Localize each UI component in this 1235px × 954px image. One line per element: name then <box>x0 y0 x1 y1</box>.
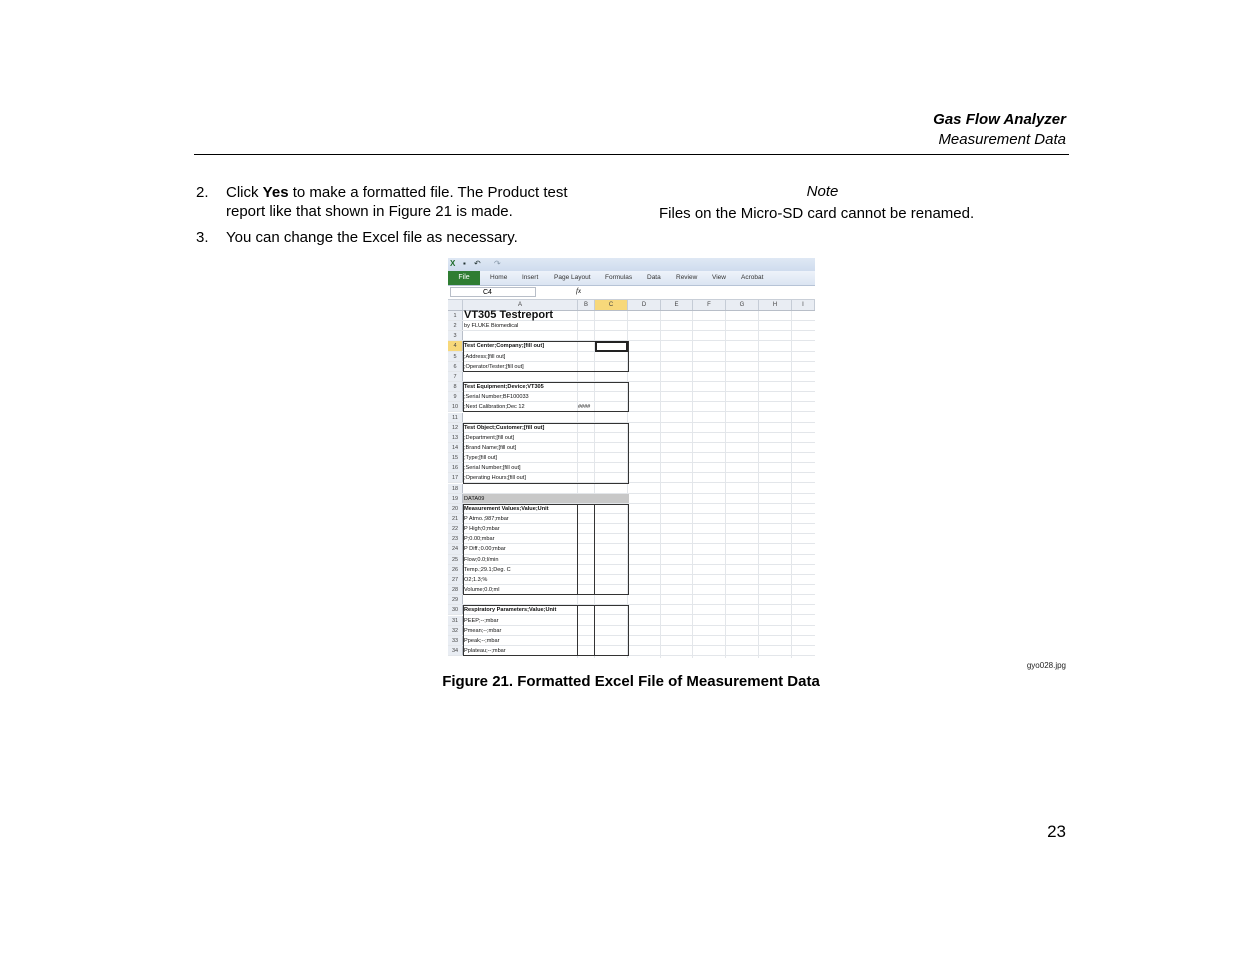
table-row <box>448 413 815 423</box>
cell-a: Measurement Values;Value;Unit <box>464 505 549 512</box>
cell-a: Temp.;29.1;Deg. C <box>464 566 511 573</box>
table-row <box>448 331 815 341</box>
tab-page-layout: Page Layout <box>554 274 591 281</box>
step-text: Click Yes to make a formatted file. The Product test report like that shown in Figure 21 is made. <box>226 184 568 220</box>
cell-a: ;Next Calibration;Dec 12 <box>464 404 525 411</box>
cell-a: P High;0;mbar <box>464 526 500 533</box>
column-header: A <box>463 300 578 310</box>
row-number: 30 <box>448 605 463 614</box>
row-number: 28 <box>448 585 463 594</box>
step-text: You can change the Excel file as necessary. <box>226 229 518 246</box>
cell-a: VT305 Testreport <box>464 309 554 321</box>
row-number: 32 <box>448 626 463 635</box>
column-header: F <box>693 300 726 310</box>
cell-a: Ppeak;--;mbar <box>464 637 500 644</box>
cell-a <box>463 484 578 493</box>
table-border <box>463 605 629 656</box>
cell-a: ;Operator/Tester;[fill out] <box>464 363 524 370</box>
undo-icon: ↶ <box>474 259 481 268</box>
column-border <box>594 504 595 595</box>
yes-emphasis: Yes <box>262 184 289 201</box>
cell-a: ;Type;[fill out] <box>464 455 497 462</box>
redo-icon: ↷ <box>494 259 501 268</box>
cell-a: ;Department;[fill out] <box>464 434 515 441</box>
cell-a <box>463 331 578 340</box>
cell-grid <box>448 311 815 658</box>
name-box: C4 <box>450 287 536 297</box>
table-border <box>463 382 629 412</box>
column-header: H <box>759 300 792 310</box>
cell-a: Volume;0.0;ml <box>464 587 500 594</box>
cell-a: ;Serial Number;[fill out] <box>464 465 521 472</box>
row-number: 6 <box>448 362 463 371</box>
tab-formulas: Formulas <box>605 274 633 281</box>
column-header: B <box>578 300 595 310</box>
cell-a: ;Brand Name;[fill out] <box>464 444 517 451</box>
select-all-corner <box>448 300 463 310</box>
column-border <box>577 605 578 656</box>
row-number: 5 <box>448 352 463 361</box>
cell-a: Test Object;Customer;[fill out] <box>464 424 545 431</box>
table-row <box>448 494 815 504</box>
note-text: Files on the Micro-SD card cannot be renamed. <box>659 205 975 222</box>
tab-file: File <box>448 271 480 285</box>
step-2 <box>196 183 596 223</box>
column-header: G <box>726 300 759 310</box>
row-number: 24 <box>448 544 463 553</box>
column-header: D <box>628 300 661 310</box>
tab-view: View <box>712 274 726 281</box>
row-number: 23 <box>448 534 463 543</box>
table-border <box>463 504 629 595</box>
step-number: 3. <box>196 229 209 246</box>
cell-a <box>463 372 578 381</box>
step-number: 2. <box>196 184 209 201</box>
row-number: 13 <box>448 433 463 442</box>
cell-a: PEEP;--;mbar <box>464 617 499 624</box>
tab-home: Home <box>490 274 508 281</box>
table-row <box>448 595 815 605</box>
cell-a: P;0.00;mbar <box>464 536 495 543</box>
row-number: 7 <box>448 372 463 381</box>
row-number: 34 <box>448 646 463 655</box>
column-header: I <box>792 300 815 310</box>
row-number: 1 <box>448 311 463 320</box>
row-number: 3 <box>448 331 463 340</box>
row-number: 9 <box>448 392 463 401</box>
fx-icon: fx <box>576 287 582 295</box>
row-number: 12 <box>448 423 463 432</box>
row-number: 19 <box>448 494 463 503</box>
cell-a <box>463 413 578 422</box>
table-row <box>448 484 815 494</box>
step-3 <box>196 228 596 248</box>
column-header: E <box>661 300 693 310</box>
quick-access-toolbar <box>448 258 815 271</box>
row-number: 22 <box>448 524 463 533</box>
tab-insert: Insert <box>522 274 539 281</box>
table-border <box>463 423 629 484</box>
table-row <box>448 321 815 331</box>
cell-a: ;Operating Hours;[fill out] <box>464 475 526 482</box>
cell-b: #### <box>578 404 591 411</box>
row-number: 20 <box>448 504 463 513</box>
header-title: Gas Flow Analyzer <box>933 111 1066 128</box>
cell-a: P Atmo.;987;mbar <box>464 516 509 522</box>
tab-data: Data <box>647 274 661 281</box>
cell-a: by FLUKE Biomedical <box>464 323 519 330</box>
active-cell-c4 <box>595 341 628 351</box>
row-number: 29 <box>448 595 463 604</box>
cell-a: Pplateau;--;mbar <box>464 647 506 654</box>
column-header-selected: C <box>595 300 628 310</box>
table-row <box>448 311 815 321</box>
cell-a: Test Center;Company;[fill out] <box>464 343 545 350</box>
row-number: 18 <box>448 484 463 493</box>
header-subtitle: Measurement Data <box>938 131 1066 148</box>
figure-id: gyo028.jpg <box>1026 661 1066 670</box>
page-number: 23 <box>1047 822 1066 841</box>
cell-a: Flow;0.0;l/min <box>464 556 499 563</box>
excel-screenshot <box>448 258 815 658</box>
tab-review: Review <box>676 274 698 281</box>
row-number: 25 <box>448 555 463 564</box>
cell-a: ;Serial Number;BF100033 <box>464 394 529 401</box>
row-number: 15 <box>448 453 463 462</box>
cell-a <box>463 595 578 604</box>
row-number: 8 <box>448 382 463 391</box>
cell-a: DATA09 <box>463 494 629 503</box>
figure-caption: Figure 21. Formatted Excel File of Measurement Data <box>442 673 820 690</box>
cell-a: Respiratory Parameters;Value;Unit <box>464 607 557 614</box>
cell-a: ;Address;[fill out] <box>464 353 506 360</box>
row-number: 21 <box>448 514 463 523</box>
note-title: Note <box>806 183 839 200</box>
ribbon-tabs <box>448 271 815 286</box>
cell-a: Pmean;--;mbar <box>464 627 502 634</box>
cell-a: O2;1.3;% <box>464 576 488 583</box>
cell-a: P Diff.;0.00;mbar <box>464 546 506 553</box>
column-border <box>594 605 595 656</box>
cell-a: Test Equipment;Device;VT305 <box>464 384 544 391</box>
row-number: 17 <box>448 473 463 482</box>
column-border <box>577 504 578 595</box>
row-number: 4 <box>448 341 463 350</box>
row-number: 2 <box>448 321 463 330</box>
row-number: 14 <box>448 443 463 452</box>
row-number: 10 <box>448 402 463 411</box>
row-number: 31 <box>448 616 463 625</box>
row-number: 16 <box>448 463 463 472</box>
formula-bar <box>448 286 815 300</box>
table-row <box>448 372 815 382</box>
header-rule <box>194 154 1069 155</box>
row-number: 11 <box>448 413 463 422</box>
tab-acrobat: Acrobat <box>741 274 764 281</box>
excel-icon: X <box>450 259 456 268</box>
row-number: 26 <box>448 565 463 574</box>
save-icon: ▪ <box>463 259 466 268</box>
row-number: 33 <box>448 636 463 645</box>
row-number: 27 <box>448 575 463 584</box>
